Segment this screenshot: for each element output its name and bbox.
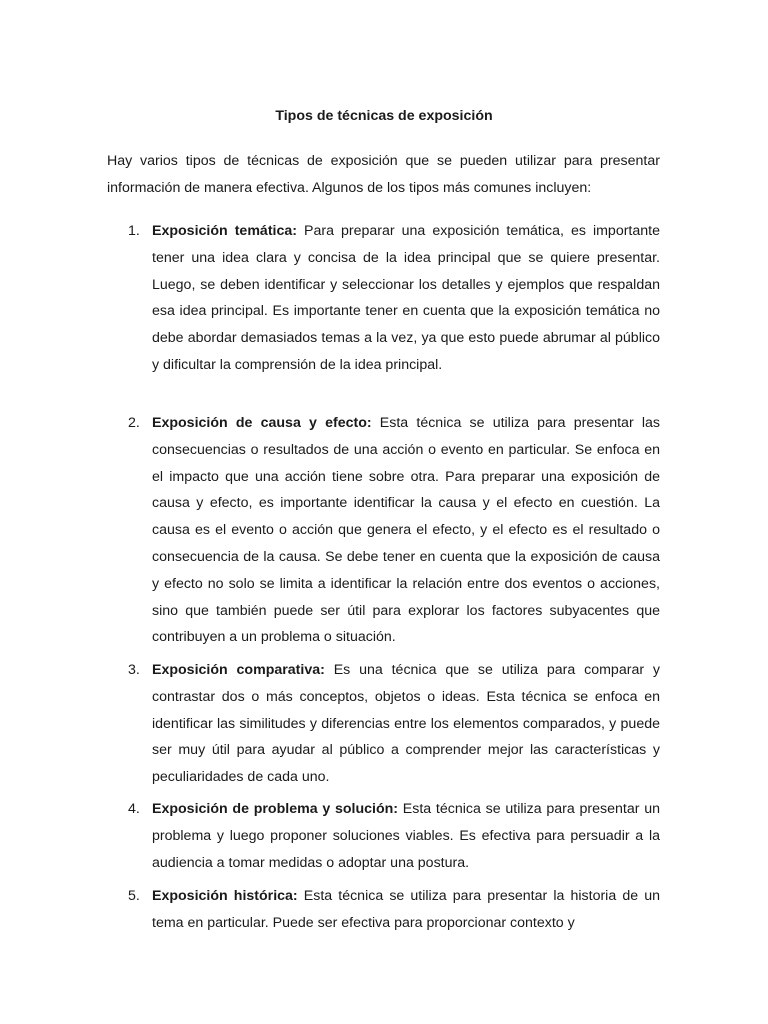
list-item-number: 1. [128, 223, 140, 239]
list-item-number: 5. [128, 888, 140, 904]
list-item-number: 3. [128, 662, 140, 678]
list-item-body [152, 657, 660, 791]
page-title: Tipos de técnicas de exposición [275, 108, 493, 124]
list-item-body [152, 218, 660, 379]
list-item-body [152, 883, 660, 937]
list-item-number: 4. [128, 801, 140, 817]
list-item-body [152, 796, 660, 876]
list-item-text: Esta técnica se utiliza para presentar un problema y luego proponer soluciones viables. Es efectiva para persuadir a la audiencia a tomar medidas o adoptar una postura. [152, 801, 660, 871]
list-item-body [152, 410, 660, 651]
list-item-term: Exposición de problema y solución: [152, 801, 399, 817]
list-item-text: Esta técnica se utiliza para presentar las consecuencias o resultados de una acción o evento en particular. Se enfoca en el impacto que una acción tiene sobre otra. Para preparar una exposición de causa y efecto, es importante identificar la causa y el efecto en cuestión. La causa es el evento o acción que genera el efecto, y el efecto es el resultado o consecuencia de la causa. Se debe tener en cuenta que la exposición de causa y efecto no solo se limita a identificar la relación entre dos eventos o acciones, sino que también puede ser útil para explorar los factores subyacentes que contribuyen a un problema o situación. [152, 415, 660, 646]
list-item-text: Es una técnica que se utiliza para comparar y contrastar dos o más conceptos, objetos o ideas. Esta técnica se enfoca en identificar las similitudes y diferencias entre los elementos comparados, y puede ser muy útil para ayudar al público a comprender mejor las características y peculiaridades de cada uno. [152, 662, 660, 786]
list-item-text: Esta técnica se utiliza para presentar la historia de un tema en particular. Puede ser efectiva para proporcionar contexto y [152, 888, 661, 931]
list-item-term: Exposición comparativa: [152, 662, 325, 678]
intro-paragraph: Hay varios tipos de técnicas de exposición que se pueden utilizar para presentar información de manera efectiva. Algunos de los tipos más comunes incluyen: [107, 153, 660, 196]
list-item-term: Exposición temática: [152, 223, 297, 239]
list-item-text: Para preparar una exposición temática, es importante tener una idea clara y concisa de la idea principal que se quiere presentar. Luego, se deben identificar y seleccionar los detalles y ejemplos que respaldan esa idea principal. Es importante tener en cuenta que la exposición temática no debe abordar demasiados temas a la vez, ya que esto puede abrumar al público y dificultar la comprensión de la idea principal. [152, 223, 660, 373]
list-item-number: 2. [128, 415, 140, 431]
list-item-term: Exposición histórica: [152, 888, 298, 904]
list-item-term: Exposición de causa y efecto: [152, 415, 372, 431]
